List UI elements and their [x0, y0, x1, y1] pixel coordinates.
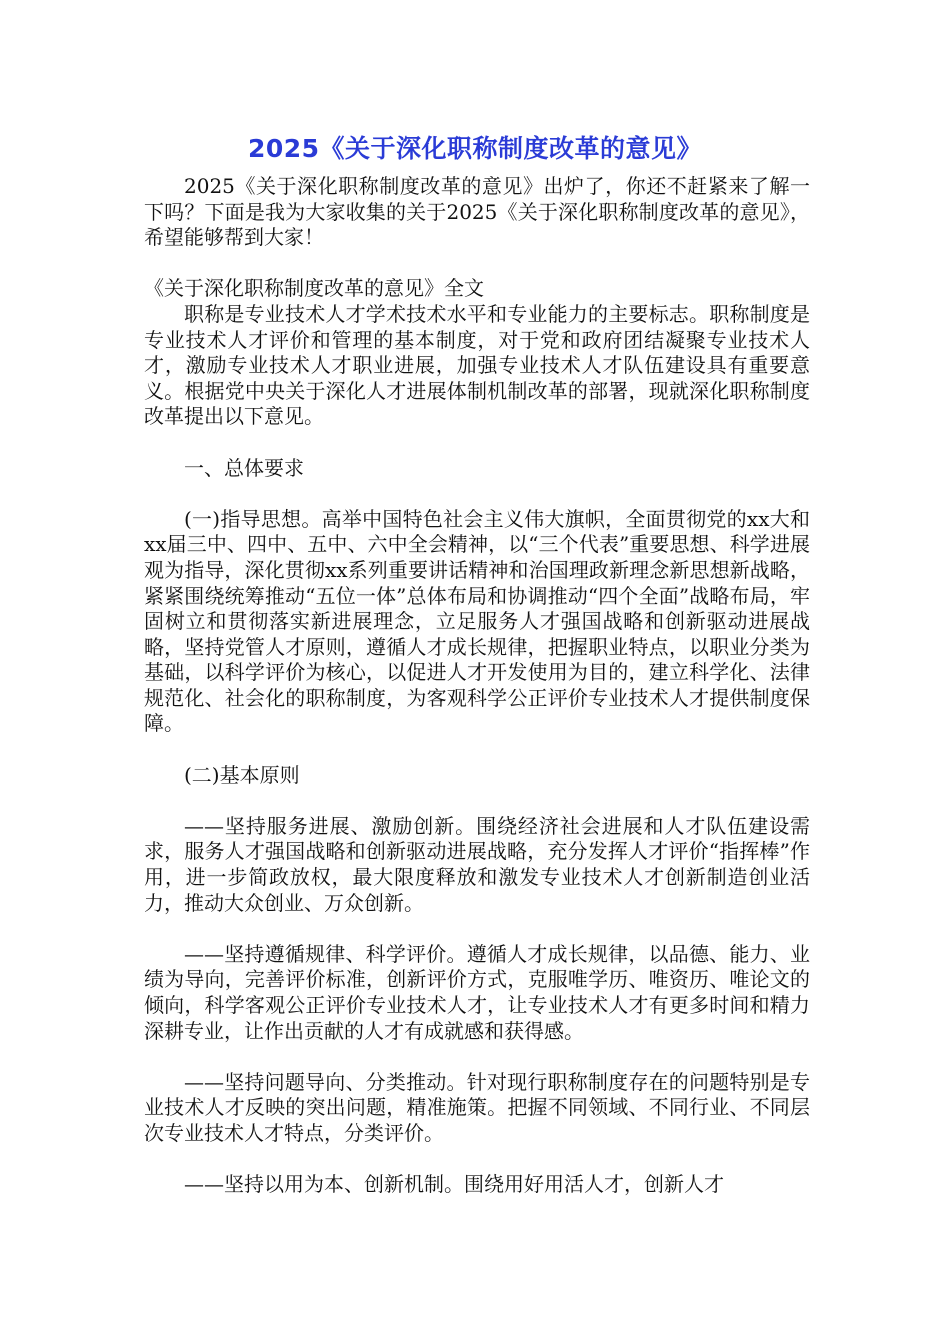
paragraph-gap [144, 916, 810, 942]
paragraph-gap [144, 1147, 810, 1173]
principle-paragraph: ——坚持服务进展、激励创新。围绕经济社会进展和人才队伍建设需求，服务人才强国战略和创新驱动进展战略，充分发挥人才评价“指挥棒”作用，进一步简政放权，最大限度释放和激发专业技术人才创新制造创业活力，推动大众创业、万众创新。 [144, 813, 810, 915]
intro-paragraph: 2025《关于深化职称制度改革的意见》出炉了，你还不赶紧来了解一下吗？下面是我为大家收集的关于2025《关于深化职称制度改革的意见》，希望能够帮到大家！ [144, 174, 810, 250]
principle-paragraph: ——坚持遵循规律、科学评价。遵循人才成长规律，以品德、能力、业绩为导向，完善评价标准，创新评价方式，克服唯学历、唯资历、唯论文的倾向，科学客观公正评价专业技术人才，让专业技术人才有更多时间和精力深耕专业，让作出贡献的人才有成就感和获得感。 [144, 941, 810, 1043]
paragraph-gap [144, 481, 810, 507]
paragraph-gap [144, 251, 810, 277]
paragraph-gap [144, 430, 810, 456]
paragraph-gap [144, 737, 810, 763]
document-body [144, 174, 810, 1198]
principle-paragraph: ——坚持问题导向、分类推动。针对现行职称制度存在的问题特别是专业技术人才反映的突出问题，精准施策。把握不同领域、不同行业、不同层次专业技术人才特点，分类评价。 [144, 1069, 810, 1145]
fulltext-heading: 《关于深化职称制度改革的意见》全文 [144, 276, 484, 301]
principle-paragraph: ——坚持以用为本、创新机制。围绕用好用活人才，创新人才 [184, 1172, 724, 1197]
section-heading: 一、总体要求 [184, 455, 304, 480]
guiding-paragraph: (一)指导思想。高举中国特色社会主义伟大旗帜，全面贯彻党的xx大和xx届三中、四中、五中、六中全会精神，以“三个代表”重要思想、科学进展观为指导，深化贯彻xx系列重要讲话精神和治国理政新理念新思想新战略，紧紧围绕统筹推动“五位一体”总体布局和协调推动“四个全面”战略布局，牢固树立和贯彻落实新进展理念，立足服务人才强国战略和创新驱动进展战略，坚持党管人才原则，遵循人才成长规律，把握职业特点，以职业分类为基础，以科学评价为核心，以促进人才开发使用为目的，建立科学化、法律规范化、社会化的职称制度，为客观科学公正评价专业技术人才提供制度保障。 [144, 506, 810, 736]
paragraph-gap [144, 788, 810, 814]
paragraph-gap [144, 1044, 810, 1070]
preamble-paragraph: 职称是专业技术人才学术技术水平和专业能力的主要标志。职称制度是专业技术人才评价和管理的基本制度，对于党和政府团结凝聚专业技术人才，激励专业技术人才职业进展，加强专业技术人才队伍建设具有重要意义。根据党中央关于深化人才进展体制机制改革的部署，现就深化职称制度改革提出以下意见。 [144, 301, 810, 429]
principles-heading: (二)基本原则 [184, 762, 300, 787]
document-title: 2025《关于深化职称制度改革的意见》 [247, 134, 703, 163]
